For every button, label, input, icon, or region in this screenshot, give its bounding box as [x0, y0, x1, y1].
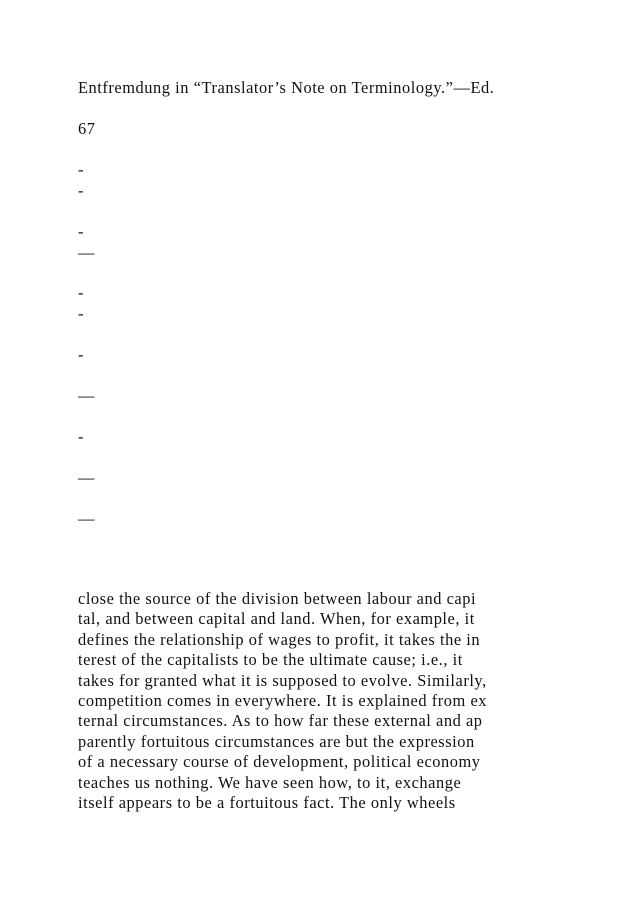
text-line: defines the relationship of wages to profit, it takes the in [78, 629, 481, 649]
mark: — [78, 243, 95, 262]
body-paragraph [78, 589, 487, 813]
mark: - [78, 222, 84, 241]
text-line: parently fortuitous circumstances are but the expression [78, 731, 475, 751]
page-number: 67 [78, 119, 96, 138]
mark: - [78, 345, 84, 364]
text-line: teaches us nothing. We have seen how, to it, exchange [78, 772, 462, 792]
text-line: close the source of the division between labour and capi [78, 589, 477, 608]
text-line: takes for granted what it is supposed to evolve. Similarly, [78, 670, 487, 690]
mark: - [78, 304, 84, 323]
text-line: itself appears to be a fortuitous fact. The only wheels [78, 793, 456, 813]
text-line: competition comes in everywhere. It is explained from ex [78, 691, 488, 711]
text-line: ternal circumstances. As to how far these external and ap [78, 711, 483, 731]
mark: — [78, 509, 95, 528]
mark: - [78, 160, 84, 179]
mark: - [78, 427, 84, 446]
mark: - [78, 283, 84, 302]
mark: — [78, 468, 95, 487]
mark: - [78, 181, 84, 200]
text-line: terest of the capitalists to be the ultimate cause; i.e., it [78, 650, 463, 670]
header-note: Entfremdung in “Translator’s Note on Terminology.”—Ed. [78, 78, 495, 97]
text-line: of a necessary course of development, political economy [78, 752, 481, 772]
mark: — [78, 386, 95, 405]
text-line: tal, and between capital and land. When, for example, it [78, 609, 475, 629]
